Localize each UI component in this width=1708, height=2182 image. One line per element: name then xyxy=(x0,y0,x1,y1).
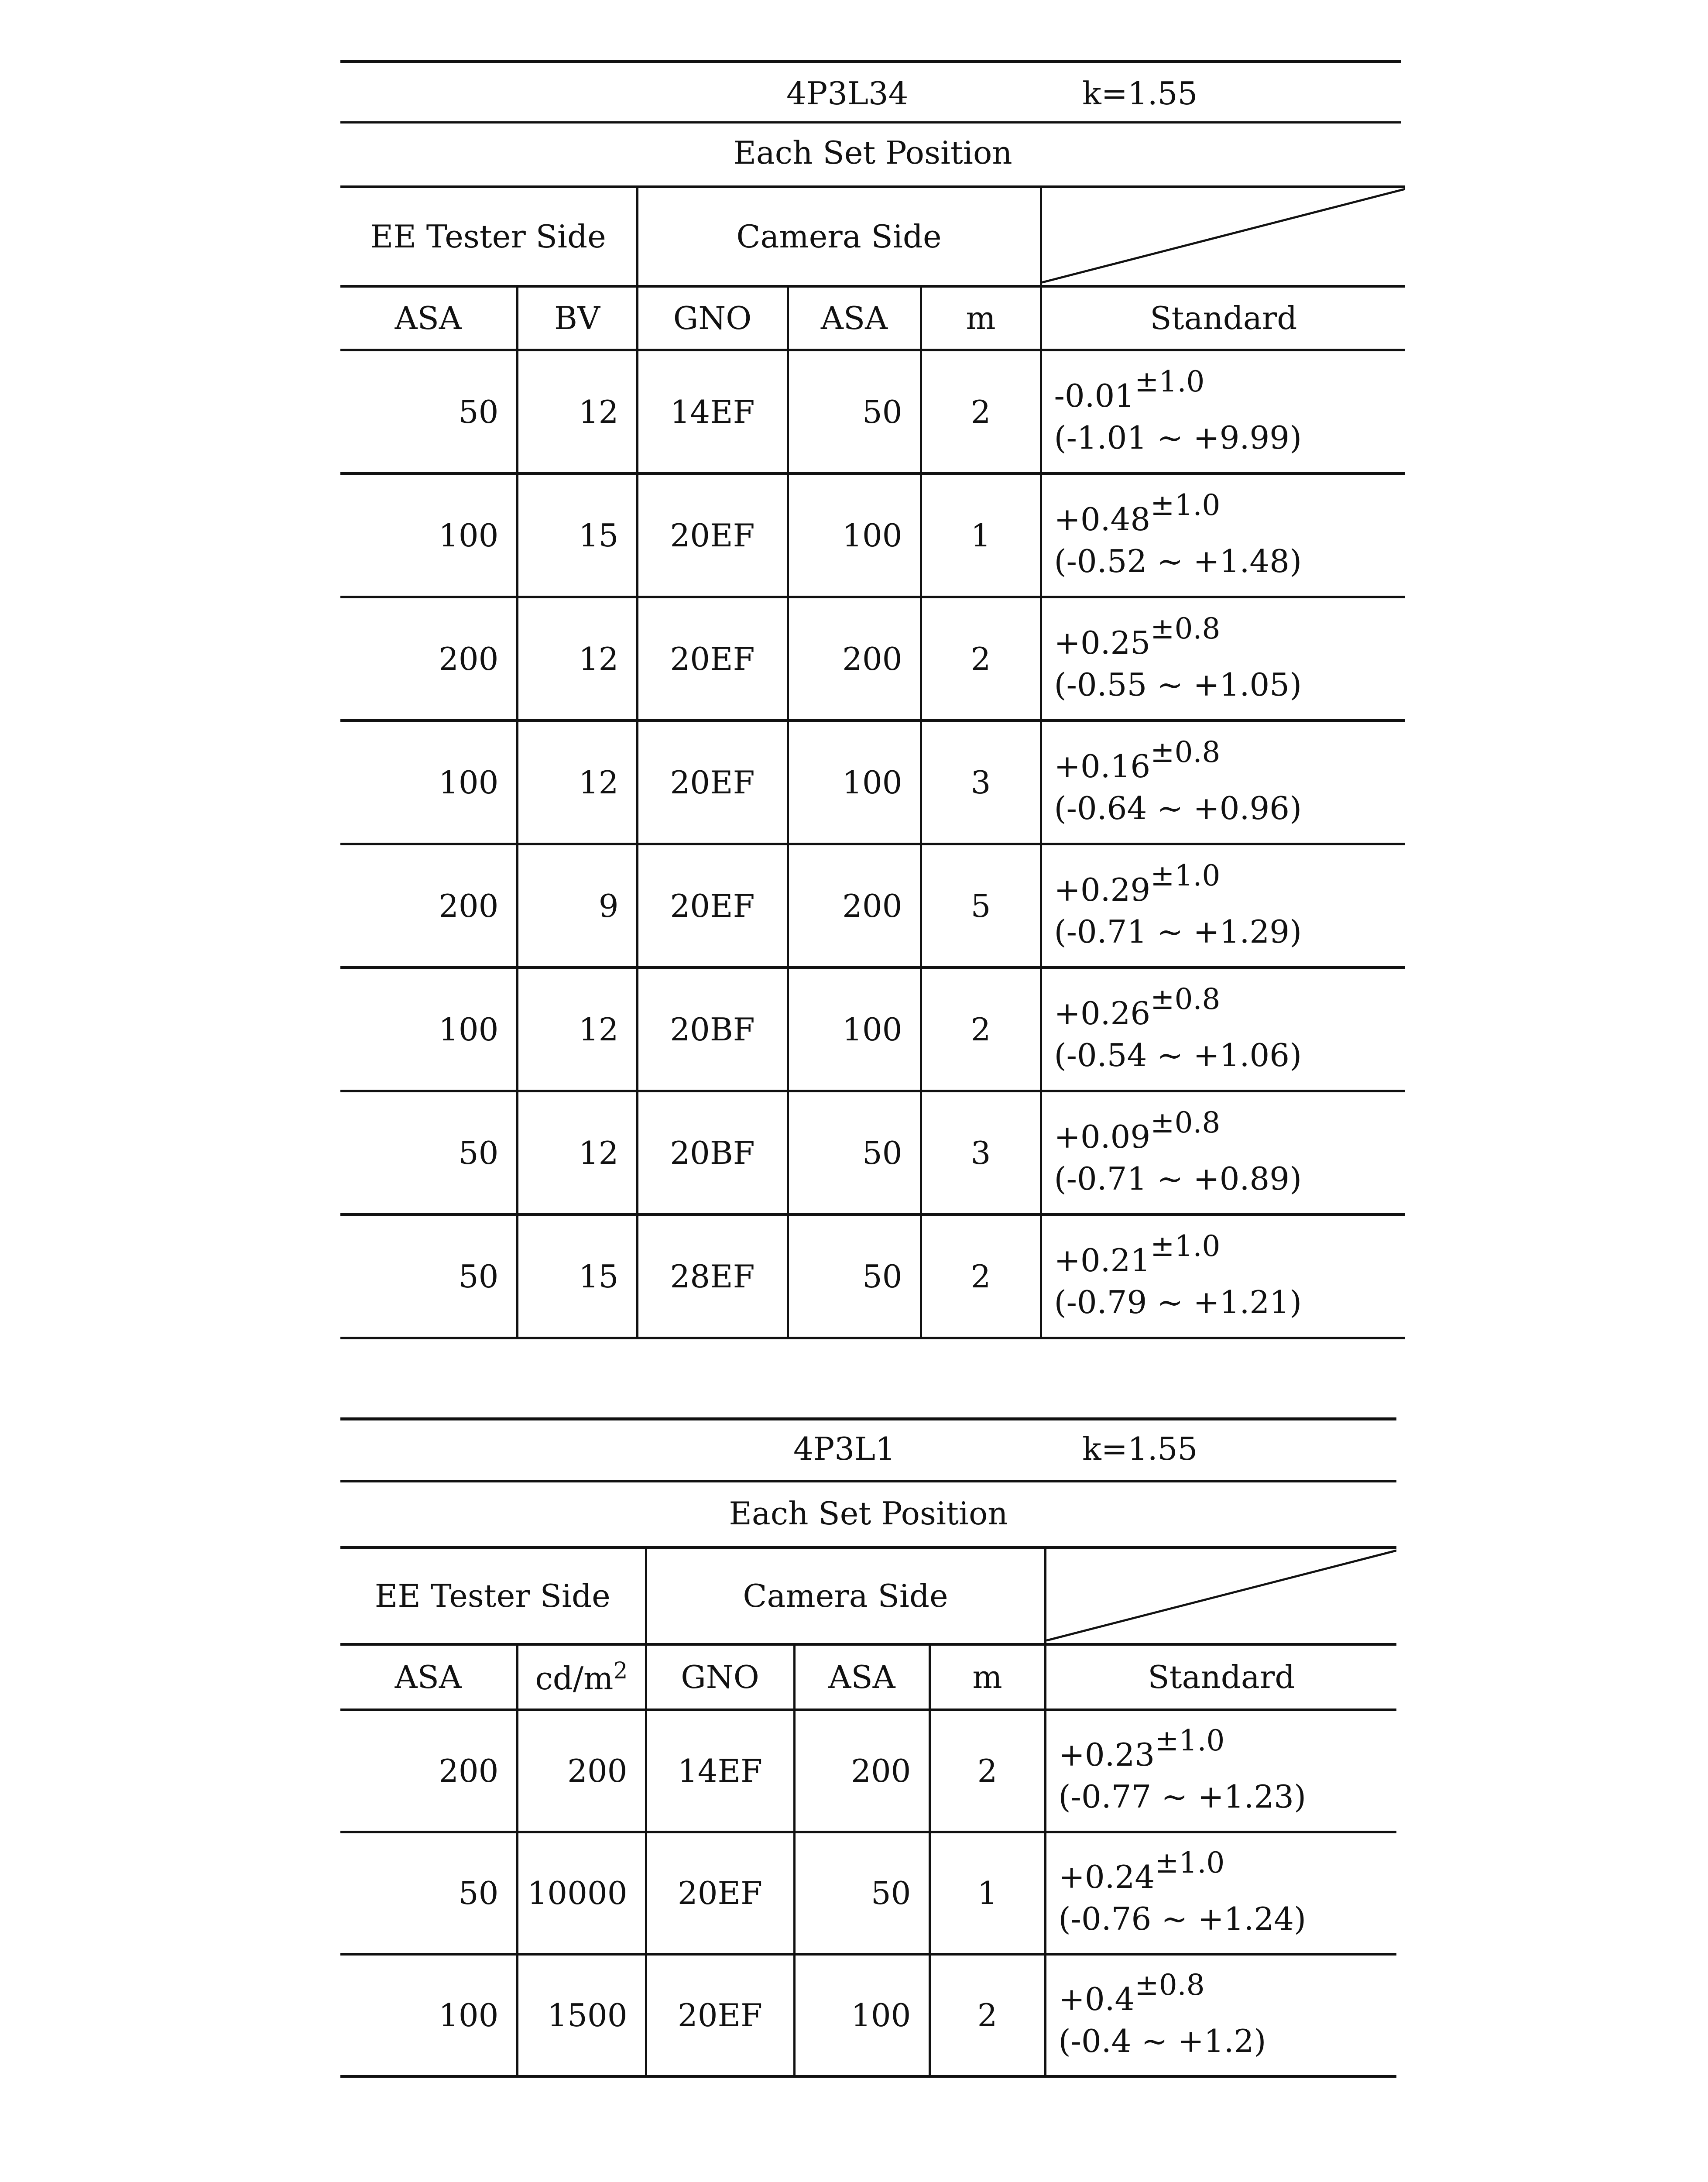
camera-asa-cell: 200 xyxy=(788,597,921,720)
standard-value: $+0.16^{\pm 0.8}$ xyxy=(1054,735,1221,785)
tolerance: ±1.0 xyxy=(1155,1724,1225,1757)
bv-cell: 12 xyxy=(517,597,637,720)
asa-cell: 200 xyxy=(340,844,517,967)
bv-cell: 15 xyxy=(517,473,637,597)
table-row xyxy=(340,1954,1396,2076)
col-camera-asa: ASA xyxy=(788,286,921,350)
tolerance: ±1.0 xyxy=(1135,364,1205,398)
col-gno: GNO xyxy=(637,286,788,350)
asa-cell: 100 xyxy=(340,473,517,597)
col-asa: ASA xyxy=(340,286,517,350)
standard-value: $+0.23^{\pm 1.0}$ xyxy=(1058,1724,1225,1773)
asa-cell: 100 xyxy=(340,720,517,844)
standard-range: (-0.71 ~ +1.29) xyxy=(1054,913,1302,950)
standard-value: $+0.29^{\pm 1.0}$ xyxy=(1054,858,1221,908)
camera-asa-cell: 100 xyxy=(788,967,921,1091)
standard-cell xyxy=(1041,473,1405,597)
camera-asa-cell: 100 xyxy=(788,720,921,844)
spec-table xyxy=(340,185,1405,1339)
standard-value: $-0.01^{\pm 1.0}$ xyxy=(1054,364,1205,414)
standard-value: $+0.21^{\pm 1.0}$ xyxy=(1054,1229,1221,1279)
table-row xyxy=(340,350,1405,473)
spec-table xyxy=(340,1546,1396,2078)
set-position-row xyxy=(340,134,1405,178)
col-standard: Standard xyxy=(1041,286,1405,350)
header-group-row xyxy=(340,1547,1396,1644)
asa-cell: 200 xyxy=(340,1710,517,1832)
camera-asa-cell: 100 xyxy=(794,1954,929,2076)
gno-cell: 20EF xyxy=(646,1954,794,2076)
m-cell: 1 xyxy=(921,473,1041,597)
col-bv: BV xyxy=(517,286,637,350)
m-cell: 5 xyxy=(921,844,1041,967)
column-header-row xyxy=(340,286,1405,350)
tolerance: ±0.8 xyxy=(1150,735,1221,769)
standard-range: (-0.4 ~ +1.2) xyxy=(1058,2023,1266,2059)
m-cell: 2 xyxy=(929,1954,1045,2076)
gno-cell: 14EF xyxy=(637,350,788,473)
standard-range: (-0.52 ~ +1.48) xyxy=(1054,542,1302,580)
table-row xyxy=(340,1215,1405,1338)
camera-asa-cell: 200 xyxy=(788,844,921,967)
camera-asa-cell: 50 xyxy=(788,1091,921,1215)
set-position-label: Each Set Position xyxy=(729,1495,1008,1532)
header-group-row xyxy=(340,187,1405,286)
camera-asa-cell: 100 xyxy=(788,473,921,597)
camera-asa-cell: 50 xyxy=(788,1215,921,1338)
camera-asa-cell: 50 xyxy=(788,350,921,473)
luminance-cell: 1500 xyxy=(517,1954,646,2076)
table-row xyxy=(340,473,1405,597)
standard-cell xyxy=(1041,720,1405,844)
standard-range: (-0.64 ~ +0.96) xyxy=(1054,789,1302,827)
tolerance: ±1.0 xyxy=(1150,488,1221,522)
standard-cell xyxy=(1041,350,1405,473)
luminance-cell: 10000 xyxy=(517,1832,646,1954)
standard-cell xyxy=(1041,597,1405,720)
asa-cell: 50 xyxy=(340,1091,517,1215)
table-row xyxy=(340,597,1405,720)
tolerance: ±1.0 xyxy=(1155,1846,1225,1880)
tolerance: ±0.8 xyxy=(1150,611,1221,645)
diagonal-header-cell xyxy=(1045,1547,1396,1644)
standard-range: (-1.01 ~ +9.99) xyxy=(1054,419,1302,456)
gno-cell: 20EF xyxy=(637,597,788,720)
tolerance: ±0.8 xyxy=(1150,982,1221,1016)
standard-cell xyxy=(1045,1954,1396,2076)
camera-asa-cell: 200 xyxy=(794,1710,929,1832)
tolerance: ±0.8 xyxy=(1150,1105,1221,1139)
bv-cell: 9 xyxy=(517,844,637,967)
ee-tester-side-header: EE Tester Side xyxy=(340,1547,646,1644)
col-camera-asa: ASA xyxy=(794,1644,929,1710)
gno-cell: 28EF xyxy=(637,1215,788,1338)
col-m: m xyxy=(921,286,1041,350)
asa-cell: 50 xyxy=(340,1832,517,1954)
standard-range: (-0.76 ~ +1.24) xyxy=(1058,1901,1307,1937)
m-cell: 3 xyxy=(921,720,1041,844)
camera-asa-cell: 50 xyxy=(794,1832,929,1954)
standard-value: $+0.48^{\pm 1.0}$ xyxy=(1054,488,1221,538)
standard-cell xyxy=(1045,1832,1396,1954)
standard-value: $+0.24^{\pm 1.0}$ xyxy=(1058,1846,1225,1895)
m-cell: 2 xyxy=(921,350,1041,473)
tolerance: ±1.0 xyxy=(1150,858,1221,892)
col-m: m xyxy=(929,1644,1045,1710)
standard-value: $+0.09^{\pm 0.8}$ xyxy=(1054,1105,1221,1155)
table-row xyxy=(340,1832,1396,1954)
model-name: 4P3L1 xyxy=(793,1431,895,1467)
table-row xyxy=(340,967,1405,1091)
m-cell: 1 xyxy=(929,1832,1045,1954)
model-name: 4P3L34 xyxy=(786,75,909,112)
standard-value: $+0.26^{\pm 0.8}$ xyxy=(1054,982,1221,1032)
camera-side-header: Camera Side xyxy=(637,187,1041,286)
standard-range: (-0.71 ~ +0.89) xyxy=(1054,1160,1302,1197)
gno-cell: 20EF xyxy=(637,720,788,844)
k-value: k=1.55 xyxy=(1082,1431,1198,1467)
set-position-row xyxy=(340,1495,1396,1539)
tolerance: ±0.8 xyxy=(1135,1968,1205,2002)
table-row xyxy=(340,1710,1396,1832)
diagonal-line xyxy=(1046,1549,1397,1643)
bv-cell: 15 xyxy=(517,1215,637,1338)
title-row xyxy=(340,1431,1396,1474)
gno-cell: 20BF xyxy=(637,1091,788,1215)
m-cell: 2 xyxy=(921,597,1041,720)
table-row xyxy=(340,1091,1405,1215)
gno-cell: 20EF xyxy=(637,844,788,967)
asa-cell: 50 xyxy=(340,1215,517,1338)
bv-cell: 12 xyxy=(517,1091,637,1215)
asa-cell: 200 xyxy=(340,597,517,720)
standard-cell xyxy=(1041,1215,1405,1338)
gno-cell: 14EF xyxy=(646,1710,794,1832)
m-cell: 2 xyxy=(929,1710,1045,1832)
top-rule xyxy=(340,1417,1396,1420)
col-asa: ASA xyxy=(340,1644,517,1710)
standard-range: (-0.77 ~ +1.23) xyxy=(1058,1778,1307,1815)
gno-cell: 20EF xyxy=(637,473,788,597)
table-row xyxy=(340,720,1405,844)
tolerance: ±1.0 xyxy=(1150,1229,1221,1263)
standard-value: $+0.4^{\pm 0.8}$ xyxy=(1058,1968,1205,2017)
k-value: k=1.55 xyxy=(1082,75,1198,112)
m-cell: 2 xyxy=(921,967,1041,1091)
asa-cell: 100 xyxy=(340,967,517,1091)
set-position-label: Each Set Position xyxy=(733,134,1012,171)
ee-tester-side-header: EE Tester Side xyxy=(340,187,637,286)
col-gno: GNO xyxy=(646,1644,794,1710)
m-cell: 3 xyxy=(921,1091,1041,1215)
standard-range: (-0.54 ~ +1.06) xyxy=(1054,1036,1302,1074)
table-row xyxy=(340,844,1405,967)
bv-cell: 12 xyxy=(517,350,637,473)
standard-range: (-0.79 ~ +1.21) xyxy=(1054,1283,1302,1321)
gno-cell: 20BF xyxy=(637,967,788,1091)
standard-value: $+0.25^{\pm 0.8}$ xyxy=(1054,611,1221,661)
column-header-row xyxy=(340,1644,1396,1710)
luminance-cell: 200 xyxy=(517,1710,646,1832)
standard-cell xyxy=(1041,967,1405,1091)
standard-cell xyxy=(1041,1091,1405,1215)
bv-cell: 12 xyxy=(517,720,637,844)
rule xyxy=(340,1480,1396,1482)
top-rule xyxy=(340,60,1401,63)
diagonal-line xyxy=(1042,188,1406,285)
col-standard: Standard xyxy=(1045,1644,1396,1710)
diagonal-header-cell xyxy=(1041,187,1405,286)
asa-cell: 100 xyxy=(340,1954,517,2076)
asa-cell: 50 xyxy=(340,350,517,473)
m-cell: 2 xyxy=(921,1215,1041,1338)
standard-range: (-0.55 ~ +1.05) xyxy=(1054,666,1302,703)
bv-cell: 12 xyxy=(517,967,637,1091)
standard-cell xyxy=(1045,1710,1396,1832)
gno-cell: 20EF xyxy=(646,1832,794,1954)
standard-cell xyxy=(1041,844,1405,967)
title-row xyxy=(340,75,1405,119)
rule xyxy=(340,121,1401,124)
col-cd-per-m2: $cd/m^2$ xyxy=(517,1644,646,1710)
camera-side-header: Camera Side xyxy=(646,1547,1045,1644)
